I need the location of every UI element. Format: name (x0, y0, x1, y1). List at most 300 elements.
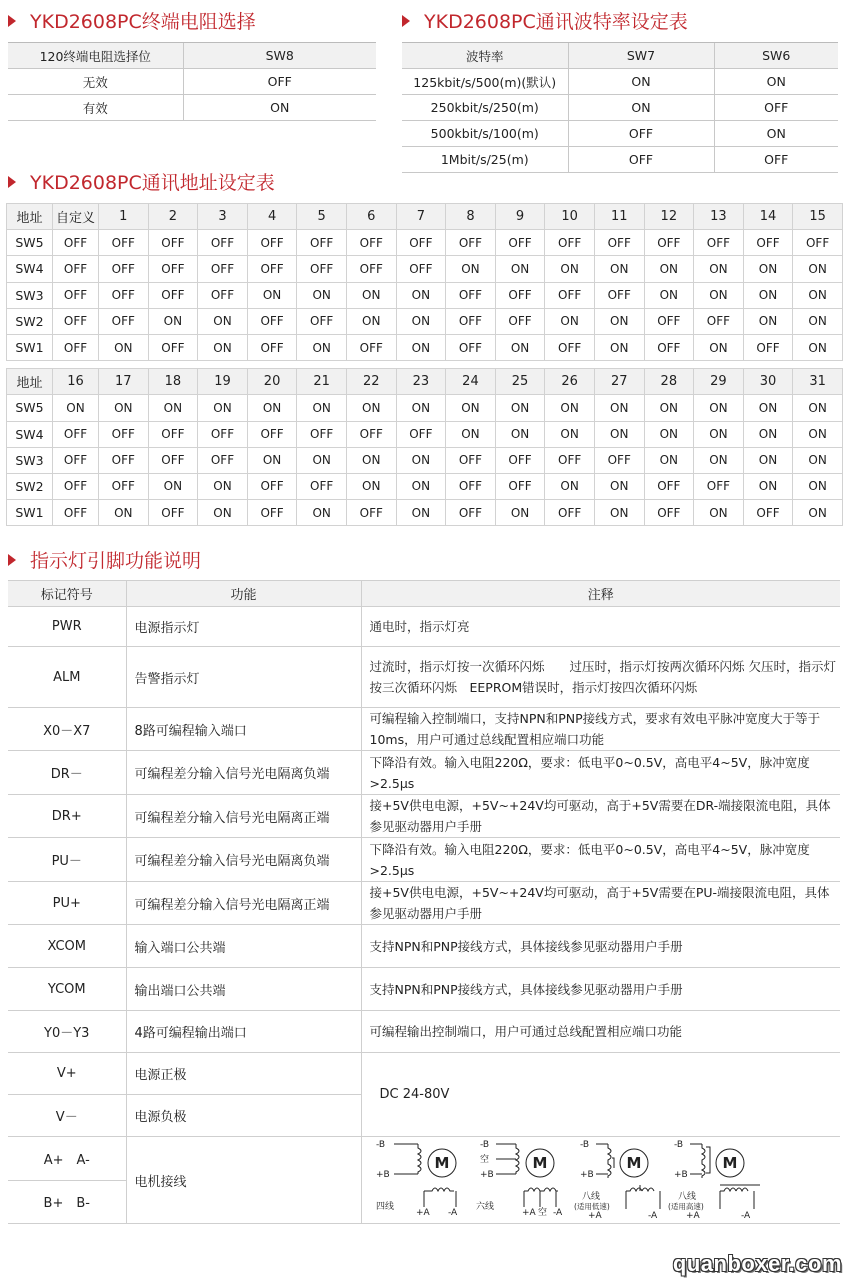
address-row (7, 447, 843, 473)
header-cell: 11 (594, 204, 644, 230)
table-row (8, 838, 840, 882)
switch-label: SW4 (7, 256, 53, 282)
switch-state: ON (694, 421, 744, 447)
address-row (7, 334, 843, 360)
pin-note: 可编程输出控制端口，用户可通过总线配置相应端口功能 (361, 1011, 840, 1053)
eight-wire-low-diagram (574, 1140, 658, 1219)
minus-a-label: -A (740, 1211, 750, 1219)
switch-state: OFF (594, 282, 644, 308)
switch-state: OFF (644, 308, 694, 334)
switch-state: ON (644, 421, 694, 447)
table-row (8, 708, 840, 751)
pin-symbol: V－ (8, 1095, 126, 1137)
switch-state: OFF (446, 334, 496, 360)
switch-state: ON (694, 447, 744, 473)
triangle-icon (8, 176, 16, 188)
table-cell: ON (568, 69, 714, 95)
switch-state: OFF (99, 421, 149, 447)
switch-state: ON (694, 334, 744, 360)
switch-state: ON (396, 500, 446, 526)
header-cell: 1 (99, 204, 149, 230)
switch-state: ON (694, 395, 744, 421)
switch-state: ON (793, 421, 843, 447)
table-gap-row (7, 361, 843, 369)
address-row (7, 256, 843, 282)
header-cell: 地址 (7, 369, 53, 395)
switch-state: OFF (545, 230, 595, 256)
pin-function: 输出端口公共端 (126, 968, 361, 1011)
triangle-icon (402, 15, 410, 27)
switch-state: OFF (198, 256, 248, 282)
switch-state: OFF (247, 256, 297, 282)
table-cell: ON (714, 69, 838, 95)
high-speed-label: (适用高速) (667, 1202, 704, 1211)
switch-state: OFF (297, 473, 347, 499)
table-row (8, 647, 840, 708)
switch-state: ON (594, 395, 644, 421)
header-cell: 6 (346, 204, 396, 230)
switch-state: OFF (793, 230, 843, 256)
switch-state: OFF (346, 500, 396, 526)
header-cell: 16 (53, 369, 99, 395)
switch-state: ON (793, 256, 843, 282)
switch-state: OFF (53, 500, 99, 526)
switch-state: OFF (346, 334, 396, 360)
six-wire-diagram (476, 1140, 563, 1218)
switch-state: ON (297, 500, 347, 526)
pin-symbol: PU－ (8, 838, 126, 882)
switch-label: SW3 (7, 447, 53, 473)
table-row (8, 1137, 840, 1181)
header-cell: SW6 (714, 43, 838, 69)
switch-state: OFF (148, 230, 198, 256)
pin-function: 8路可编程输入端口 (126, 708, 361, 751)
switch-state: ON (148, 395, 198, 421)
plus-a-label: +A (521, 1208, 536, 1218)
switch-state: ON (247, 395, 297, 421)
dc-voltage-note: DC 24-80V (361, 1053, 840, 1137)
table-cell: OFF (568, 147, 714, 173)
table-cell: OFF (568, 121, 714, 147)
pin-symbol: X0－X7 (8, 708, 126, 751)
switch-state: ON (594, 256, 644, 282)
switch-state: ON (495, 395, 545, 421)
switch-state: OFF (247, 308, 297, 334)
header-cell: 注释 (361, 581, 840, 607)
switch-state: ON (495, 256, 545, 282)
table-cell: ON (183, 95, 376, 121)
switch-state: OFF (198, 230, 248, 256)
pin-note: 可编程输入控制端口，支持NPN和PNP接线方式，要求有效电平脉冲宽度大于等于10ms，用户可通过总线配置相应端口功能 (361, 708, 840, 751)
pin-function: 可编程差分输入信号光电隔离正端 (126, 882, 361, 925)
switch-state: OFF (99, 256, 149, 282)
switch-state: ON (495, 421, 545, 447)
address-table (6, 203, 843, 526)
table-row (8, 607, 840, 647)
switch-state: OFF (644, 473, 694, 499)
switch-state: OFF (446, 282, 496, 308)
table-cell: 有效 (8, 95, 183, 121)
pin-function: 电源正极 (126, 1053, 361, 1095)
header-cell: 功能 (126, 581, 361, 607)
header-cell: 14 (743, 204, 793, 230)
pin-symbol: A+ A- (8, 1137, 126, 1181)
pin-note: 支持NPN和PNP接线方式，具体接线参见驱动器用户手册 (361, 968, 840, 1011)
header-cell: 7 (396, 204, 446, 230)
switch-state: OFF (53, 473, 99, 499)
header-cell: 27 (594, 369, 644, 395)
plus-b-label: +B (479, 1170, 494, 1180)
switch-state: ON (743, 395, 793, 421)
switch-state: ON (793, 395, 843, 421)
switch-state: OFF (247, 473, 297, 499)
pin-note: 通电时，指示灯亮 (361, 607, 840, 647)
table-header-row (8, 43, 376, 69)
switch-state: OFF (53, 421, 99, 447)
table-row (402, 121, 838, 147)
plus-a-label: +A (415, 1208, 430, 1218)
switch-state: OFF (694, 473, 744, 499)
pin-table (8, 580, 840, 1224)
switch-state: ON (396, 334, 446, 360)
header-cell: SW7 (568, 43, 714, 69)
switch-state: ON (297, 334, 347, 360)
switch-state: ON (446, 256, 496, 282)
table-row (402, 69, 838, 95)
switch-state: OFF (99, 447, 149, 473)
sw8-section-title (8, 7, 256, 34)
switch-state: OFF (198, 447, 248, 473)
motor-letter: M (434, 1154, 449, 1172)
header-cell: 波特率 (402, 43, 568, 69)
header-cell: 29 (694, 369, 744, 395)
pin-note: 下降沿有效。输入电阻220Ω，要求：低电平0~0.5V，高电平4~5V，脉冲宽度>2.5μs (361, 751, 840, 795)
switch-label: SW4 (7, 421, 53, 447)
switch-state: ON (644, 447, 694, 473)
header-cell: 23 (396, 369, 446, 395)
motor-wiring-svg (376, 1137, 836, 1219)
pin-note: 下降沿有效。输入电阻220Ω，要求：低电平0~0.5V，高电平4~5V，脉冲宽度>2.5μs (361, 838, 840, 882)
switch-state: OFF (53, 282, 99, 308)
table-cell: 500kbit/s/100(m) (402, 121, 568, 147)
sw8-table (8, 42, 376, 121)
switch-state: ON (594, 473, 644, 499)
switch-state: OFF (545, 500, 595, 526)
pin-symbol: B+ B- (8, 1180, 126, 1224)
switch-state: ON (346, 447, 396, 473)
switch-state: ON (743, 421, 793, 447)
switch-state: ON (545, 395, 595, 421)
table-row (8, 968, 840, 1011)
minus-b-label: -B (579, 1140, 589, 1150)
switch-state: OFF (148, 500, 198, 526)
address-header-row (7, 369, 843, 395)
switch-state: OFF (594, 447, 644, 473)
switch-state: OFF (148, 334, 198, 360)
switch-state: OFF (446, 308, 496, 334)
table-row (8, 1011, 840, 1053)
switch-label: SW2 (7, 308, 53, 334)
header-cell: 15 (793, 204, 843, 230)
switch-state: OFF (396, 421, 446, 447)
table-header-row (8, 581, 840, 607)
header-cell: 8 (446, 204, 496, 230)
switch-state: ON (396, 447, 446, 473)
watermark: quanboxer.com (672, 1251, 842, 1276)
switch-state: ON (793, 308, 843, 334)
switch-state: OFF (297, 308, 347, 334)
address-row (7, 308, 843, 334)
switch-state: OFF (495, 282, 545, 308)
header-cell: 31 (793, 369, 843, 395)
header-cell: 30 (743, 369, 793, 395)
switch-state: ON (396, 473, 446, 499)
table-cell: OFF (714, 95, 838, 121)
table-row (8, 1053, 840, 1095)
header-cell: 4 (247, 204, 297, 230)
six-wire-label: 六线 (475, 1202, 494, 1212)
header-cell: 26 (545, 369, 595, 395)
pin-symbol: Y0－Y3 (8, 1011, 126, 1053)
switch-state: OFF (396, 256, 446, 282)
pin-symbol: PU+ (8, 882, 126, 925)
switch-state: OFF (495, 447, 545, 473)
switch-state: OFF (495, 308, 545, 334)
switch-state: OFF (247, 230, 297, 256)
switch-state: ON (743, 473, 793, 499)
switch-state: OFF (148, 256, 198, 282)
switch-state: OFF (297, 256, 347, 282)
plus-a-label: +A (685, 1211, 700, 1219)
switch-state: ON (743, 308, 793, 334)
switch-state: OFF (148, 447, 198, 473)
table-row (8, 751, 840, 795)
switch-state: OFF (346, 230, 396, 256)
pin-function: 可编程差分输入信号光电隔离负端 (126, 751, 361, 795)
switch-state: ON (694, 256, 744, 282)
switch-state: OFF (545, 447, 595, 473)
pin-symbol: DR－ (8, 751, 126, 795)
pin-section-title (8, 546, 201, 573)
table-row (402, 147, 838, 173)
switch-state: ON (396, 395, 446, 421)
switch-state: OFF (346, 256, 396, 282)
switch-state: ON (198, 395, 248, 421)
pin-symbol: V+ (8, 1053, 126, 1095)
header-cell: 标记符号 (8, 581, 126, 607)
switch-state: OFF (644, 500, 694, 526)
table-cell: OFF (183, 69, 376, 95)
switch-state: ON (743, 282, 793, 308)
switch-state: ON (396, 308, 446, 334)
switch-state: ON (99, 395, 149, 421)
switch-label: SW5 (7, 230, 53, 256)
empty-label: 空 (479, 1155, 489, 1165)
baud-section-title (402, 7, 688, 34)
table-row (402, 95, 838, 121)
switch-state: ON (346, 282, 396, 308)
switch-state: ON (644, 256, 694, 282)
pin-function: 输入端口公共端 (126, 925, 361, 968)
switch-state: ON (198, 473, 248, 499)
switch-state: ON (446, 395, 496, 421)
switch-state: ON (198, 334, 248, 360)
switch-state: OFF (495, 230, 545, 256)
switch-state: ON (545, 421, 595, 447)
header-cell: 120终端电阻选择位 (8, 43, 183, 69)
switch-state: OFF (545, 282, 595, 308)
minus-b-label: -B (479, 1140, 489, 1150)
pin-note: 接+5V供电电源，+5V~+24V均可驱动，高于+5V需要在PU-端接限流电阻，具体参见驱动器用户手册 (361, 882, 840, 925)
switch-state: ON (446, 421, 496, 447)
switch-state: ON (247, 447, 297, 473)
four-wire-label: 四线 (375, 1202, 394, 1212)
pin-title-text: 指示灯引脚功能说明 (30, 550, 202, 572)
table-cell: 1Mbit/s/25(m) (402, 147, 568, 173)
motor-letter: M (722, 1154, 737, 1172)
switch-label: SW1 (7, 334, 53, 360)
eight-wire-label: 八线 (581, 1192, 600, 1202)
header-cell: 24 (446, 369, 496, 395)
header-cell: 21 (297, 369, 347, 395)
minus-a-label: -A (647, 1211, 657, 1219)
minus-b-label: -B (375, 1140, 385, 1150)
header-cell: 2 (148, 204, 198, 230)
header-cell: 地址 (7, 204, 53, 230)
switch-label: SW1 (7, 500, 53, 526)
switch-state: OFF (99, 230, 149, 256)
switch-state: ON (743, 447, 793, 473)
switch-state: OFF (247, 421, 297, 447)
switch-state: ON (743, 256, 793, 282)
header-cell: 3 (198, 204, 248, 230)
switch-state: ON (53, 395, 99, 421)
header-cell: 9 (495, 204, 545, 230)
switch-state: OFF (148, 282, 198, 308)
switch-state: ON (396, 282, 446, 308)
table-cell: ON (568, 95, 714, 121)
header-cell: SW8 (183, 43, 376, 69)
switch-state: OFF (346, 421, 396, 447)
switch-state: ON (346, 308, 396, 334)
minus-b-label: -B (673, 1140, 683, 1150)
addr-title-text: YKD2608PC通讯地址设定表 (30, 172, 275, 194)
switch-state: ON (545, 473, 595, 499)
switch-label: SW3 (7, 282, 53, 308)
pin-function: 电源负极 (126, 1095, 361, 1137)
switch-state: ON (594, 334, 644, 360)
pin-note: 支持NPN和PNP接线方式，具体接线参见驱动器用户手册 (361, 925, 840, 968)
addr-section-title (8, 168, 275, 195)
table-row (8, 882, 840, 925)
switch-state: OFF (446, 230, 496, 256)
header-cell: 5 (297, 204, 347, 230)
switch-state: OFF (53, 447, 99, 473)
gap-cell (7, 361, 843, 369)
switch-state: OFF (694, 308, 744, 334)
pin-function: 电源指示灯 (126, 607, 361, 647)
switch-state: ON (99, 334, 149, 360)
switch-state: ON (694, 282, 744, 308)
triangle-icon (8, 554, 16, 566)
pin-symbol: YCOM (8, 968, 126, 1011)
pin-symbol: ALM (8, 647, 126, 708)
switch-state: OFF (53, 256, 99, 282)
minus-a-label: -A (552, 1208, 562, 1218)
switch-state: ON (594, 500, 644, 526)
switch-state: OFF (446, 473, 496, 499)
switch-state: ON (793, 282, 843, 308)
motor-letter: M (532, 1154, 547, 1172)
pin-function: 可编程差分输入信号光电隔离正端 (126, 795, 361, 838)
motor-letter: M (626, 1154, 641, 1172)
table-row (8, 69, 376, 95)
switch-state: OFF (743, 334, 793, 360)
table-cell: ON (714, 121, 838, 147)
switch-state: ON (99, 500, 149, 526)
address-row (7, 473, 843, 499)
switch-state: OFF (247, 334, 297, 360)
address-row (7, 395, 843, 421)
switch-state: OFF (644, 334, 694, 360)
address-row (7, 230, 843, 256)
switch-state: OFF (53, 334, 99, 360)
switch-state: OFF (53, 308, 99, 334)
switch-state: OFF (297, 230, 347, 256)
switch-state: OFF (495, 473, 545, 499)
switch-state: OFF (148, 421, 198, 447)
triangle-icon (8, 15, 16, 27)
switch-state: ON (793, 447, 843, 473)
eight-wire-label: 八线 (677, 1192, 696, 1202)
table-row (8, 95, 376, 121)
switch-state: ON (297, 395, 347, 421)
pin-note: 过流时，指示灯按一次循环闪烁 过压时，指示灯按两次循环闪烁 欠压时，指示灯按三次循环闪烁 EEPROM错误时，指示灯按四次循环闪烁 (361, 647, 840, 708)
table-row (8, 795, 840, 838)
switch-state: OFF (545, 334, 595, 360)
baud-title-text: YKD2608PC通讯波特率设定表 (424, 11, 688, 33)
address-row (7, 421, 843, 447)
switch-state: OFF (694, 230, 744, 256)
pin-symbol: DR+ (8, 795, 126, 838)
address-row (7, 282, 843, 308)
switch-state: ON (297, 447, 347, 473)
switch-state: ON (297, 282, 347, 308)
switch-state: ON (644, 395, 694, 421)
switch-state: ON (793, 473, 843, 499)
address-header-row (7, 204, 843, 230)
switch-state: ON (694, 500, 744, 526)
pin-function: 4路可编程输出端口 (126, 1011, 361, 1053)
motor-wiring-diagrams (361, 1137, 840, 1224)
switch-state: OFF (743, 230, 793, 256)
switch-state: ON (793, 334, 843, 360)
switch-state: ON (594, 421, 644, 447)
minus-a-label: -A (447, 1208, 457, 1218)
table-cell: 125kbit/s/500(m)(默认) (402, 69, 568, 95)
baud-table (402, 42, 838, 173)
switch-state: OFF (99, 473, 149, 499)
switch-state: ON (346, 395, 396, 421)
header-cell: 28 (644, 369, 694, 395)
switch-state: OFF (446, 447, 496, 473)
pin-function: 可编程差分输入信号光电隔离负端 (126, 838, 361, 882)
sw8-title-text: YKD2608PC终端电阻选择 (30, 11, 256, 33)
pin-function: 电机接线 (126, 1137, 361, 1224)
switch-label: SW2 (7, 473, 53, 499)
switch-state: ON (545, 256, 595, 282)
four-wire-diagram (376, 1140, 458, 1218)
